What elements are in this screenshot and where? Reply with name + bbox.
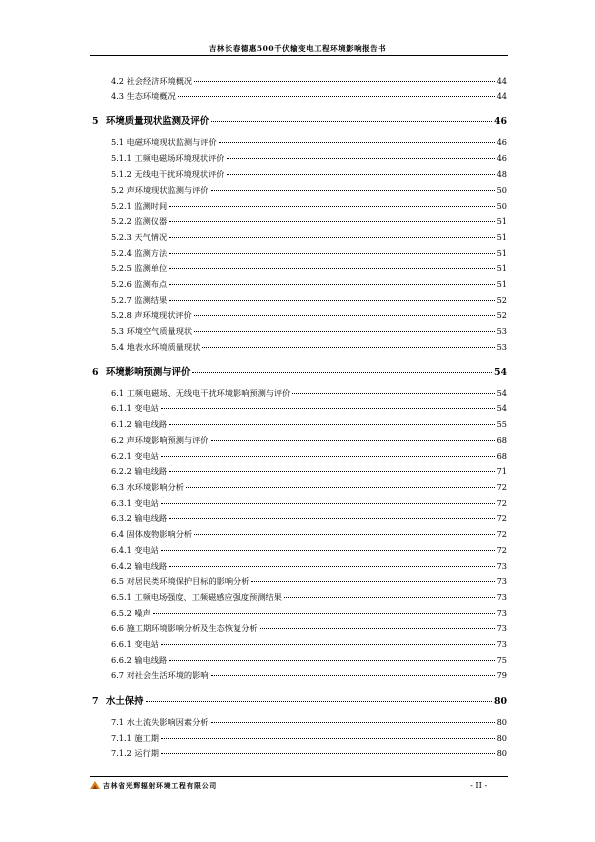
toc-section-entry[interactable] — [111, 232, 507, 243]
toc-section-entry[interactable] — [111, 279, 507, 290]
toc-entry-title: 6.1 工频电磁场、无线电干扰环境影响预测与评价 — [111, 388, 291, 398]
toc-page-number: 68 — [496, 451, 507, 461]
toc-entry-title: 6.6.2 输电线路 — [111, 655, 168, 665]
toc-page-number: 48 — [496, 169, 507, 179]
toc-entry-title: 5.2.8 声环境现状评价 — [111, 310, 192, 320]
toc-section-entry[interactable] — [111, 169, 507, 180]
toc-entry-title: 5.2 声环境现状监测与评价 — [111, 185, 209, 195]
toc-entry-title: 6.2 声环境影响预测与评价 — [111, 435, 209, 445]
toc-page-number: 44 — [496, 76, 507, 86]
toc-dot-leader — [194, 315, 495, 316]
toc-chapter-number: 7 — [92, 696, 99, 707]
toc-page-number: 54 — [496, 388, 507, 398]
toc-dot-leader — [194, 81, 494, 82]
toc-entry-title: 6.5 对居民类环境保护目标的影响分析 — [111, 576, 250, 586]
toc-entry-title: 5.1.2 无线电干扰环境现状评价 — [111, 169, 225, 179]
toc-dot-leader — [192, 372, 492, 373]
toc-entry-title: 4.2 社会经济环境概况 — [111, 76, 193, 86]
toc-entry-title: 6.1.1 变电站 — [111, 403, 159, 413]
toc-dot-leader — [153, 613, 495, 614]
toc-section-entry[interactable] — [111, 545, 507, 556]
toc-dot-leader — [284, 597, 495, 598]
toc-dot-leader — [169, 471, 494, 472]
toc-dot-leader — [161, 503, 495, 504]
toc-section-entry[interactable] — [111, 435, 507, 446]
toc-dot-leader — [161, 738, 495, 739]
toc-entry-title: 6.3.2 输电线路 — [111, 513, 168, 523]
toc-section-entry[interactable] — [111, 655, 507, 666]
toc-dot-leader — [211, 722, 495, 723]
toc-page-number: 46 — [493, 116, 507, 127]
toc-chapter-title: 环境质量现状监测及评价 — [106, 116, 210, 127]
toc-section-entry[interactable] — [111, 466, 507, 477]
toc-section-entry[interactable] — [111, 608, 507, 619]
toc-page-number: 52 — [496, 295, 507, 305]
toc-entry-title: 6.2.1 变电站 — [111, 451, 159, 461]
toc-section-entry[interactable] — [111, 482, 507, 493]
toc-dot-leader — [227, 174, 495, 175]
footer-page-number: - II - — [470, 780, 488, 790]
toc-section-entry[interactable] — [111, 201, 507, 212]
toc-section-entry[interactable] — [111, 403, 507, 414]
toc-section-entry[interactable] — [111, 91, 507, 102]
toc-section-entry[interactable] — [111, 388, 507, 399]
toc-dot-leader — [169, 300, 494, 301]
toc-section-entry[interactable] — [111, 263, 507, 274]
toc-entry-title: 6.4.1 变电站 — [111, 545, 159, 555]
toc-entry-title: 6.3 水环境影响分析 — [111, 482, 184, 492]
toc-page-number: 75 — [496, 655, 507, 665]
toc-page-number: 50 — [496, 185, 507, 195]
toc-page-number: 72 — [496, 482, 507, 492]
toc-entry-title: 5.2.6 监测布点 — [111, 279, 168, 289]
toc-page-number: 80 — [496, 748, 507, 758]
toc-section-entry[interactable] — [111, 513, 507, 524]
toc-page-number: 73 — [496, 608, 507, 618]
toc-dot-leader — [251, 581, 494, 582]
toc-section-entry[interactable] — [111, 498, 507, 509]
toc-section-entry[interactable] — [111, 137, 507, 148]
toc-entry-title: 6.5.2 噪声 — [111, 608, 151, 618]
toc-entry-title: 5.2.3 天气情况 — [111, 232, 168, 242]
toc-section-entry[interactable] — [111, 76, 507, 87]
toc-page-number: 46 — [496, 137, 507, 147]
toc-dot-leader — [169, 253, 494, 254]
toc-page-number: 71 — [496, 466, 507, 476]
toc-page-number: 80 — [496, 733, 507, 743]
toc-page-number: 80 — [496, 717, 507, 727]
footer-company-name: 吉林省光辉辐射环境工程有限公司 — [103, 782, 217, 790]
toc-dot-leader — [161, 753, 495, 754]
toc-section-entry[interactable] — [111, 623, 507, 634]
toc-section-entry[interactable] — [111, 310, 507, 321]
toc-page-number: 68 — [496, 435, 507, 445]
toc-entry-title: 5.2.1 监测时间 — [111, 201, 168, 211]
toc-entry-title: 6.5.1 工频电场强度、工频磁感应强度预测结果 — [111, 592, 282, 602]
toc-page-number: 72 — [496, 529, 507, 539]
toc-dot-leader — [169, 660, 494, 661]
footer-divider — [90, 776, 508, 777]
toc-chapter-title: 环境影响预测与评价 — [106, 367, 191, 378]
toc-page-number: 53 — [496, 342, 507, 352]
toc-section-entry[interactable] — [111, 733, 507, 744]
toc-dot-leader — [169, 237, 494, 238]
toc-page-number: 51 — [496, 263, 507, 273]
toc-page-number: 73 — [496, 561, 507, 571]
toc-dot-leader — [186, 487, 495, 488]
toc-page-number: 72 — [496, 513, 507, 523]
toc-page-number: 54 — [493, 367, 507, 378]
toc-section-entry[interactable] — [111, 670, 507, 681]
toc-page-number: 72 — [496, 545, 507, 555]
toc-entry-title — [92, 364, 190, 378]
toc-section-entry[interactable] — [111, 592, 507, 603]
toc-dot-leader — [161, 408, 495, 409]
toc-entry-title: 6.6.1 变电站 — [111, 639, 159, 649]
toc-section-entry[interactable] — [111, 451, 507, 462]
toc-entry-title — [92, 693, 144, 707]
header-divider — [90, 55, 508, 56]
toc-page-number: 73 — [496, 592, 507, 602]
toc-chapter-title: 水土保持 — [106, 696, 144, 707]
toc-entry-title: 6.2.2 输电线路 — [111, 466, 168, 476]
toc-entry-title: 6.3.1 变电站 — [111, 498, 159, 508]
toc-page-number: 44 — [496, 91, 507, 101]
toc-page-number: 72 — [496, 498, 507, 508]
toc-section-entry[interactable] — [111, 295, 507, 306]
toc-page-number: 73 — [496, 623, 507, 633]
toc-dot-leader — [169, 221, 494, 222]
toc-dot-leader — [169, 424, 494, 425]
toc-page-number: 51 — [496, 248, 507, 258]
toc-dot-leader — [161, 456, 495, 457]
toc-entry-title: 7.1.1 施工期 — [111, 733, 159, 743]
toc-section-entry[interactable] — [111, 576, 507, 587]
toc-page-number: 73 — [496, 576, 507, 586]
toc-dot-leader — [211, 440, 495, 441]
toc-entry-title: 6.6 施工期环境影响分析及生态恢复分析 — [111, 623, 258, 633]
toc-dot-leader — [194, 331, 494, 332]
toc-entry-title: 5.3 环境空气质量现状 — [111, 326, 193, 336]
toc-page-number: 52 — [496, 310, 507, 320]
toc-entry-title: 5.2.7 监测结果 — [111, 295, 168, 305]
toc-dot-leader — [219, 142, 495, 143]
toc-dot-leader — [178, 96, 495, 97]
toc-page-number: 80 — [493, 696, 507, 707]
toc-chapter-number: 6 — [92, 367, 99, 378]
toc-dot-leader — [161, 550, 495, 551]
toc-entry-title — [92, 113, 209, 127]
toc-dot-leader — [146, 701, 492, 702]
toc-entry-title: 5.2.4 监测方法 — [111, 248, 168, 258]
toc-dot-leader — [169, 566, 494, 567]
toc-section-entry[interactable] — [111, 248, 507, 259]
toc-section-entry[interactable] — [111, 326, 507, 337]
toc-page-number: 79 — [496, 670, 507, 680]
toc-section-entry[interactable] — [111, 419, 507, 430]
toc-page-number: 51 — [496, 279, 507, 289]
toc-entry-title: 7.1 水土流失影响因素分析 — [111, 717, 209, 727]
toc-dot-leader — [169, 284, 494, 285]
toc-page-number: 51 — [496, 216, 507, 226]
toc-dot-leader — [169, 268, 494, 269]
toc-section-entry[interactable] — [111, 185, 507, 196]
toc-dot-leader — [161, 644, 495, 645]
toc-section-entry[interactable] — [111, 529, 507, 540]
toc-chapter-number: 5 — [92, 116, 99, 127]
toc-dot-leader — [211, 121, 492, 122]
toc-section-entry[interactable] — [111, 561, 507, 572]
toc-entry-title: 6.4.2 输电线路 — [111, 561, 168, 571]
toc-page-number: 50 — [496, 201, 507, 211]
toc-page-number: 54 — [496, 403, 507, 413]
toc-entry-title: 6.4 固体废物影响分析 — [111, 529, 193, 539]
toc-dot-leader — [211, 190, 495, 191]
toc-page-number: 73 — [496, 639, 507, 649]
company-logo-icon — [89, 780, 101, 790]
toc-page-number: 46 — [496, 153, 507, 163]
toc-dot-leader — [227, 158, 495, 159]
toc-entry-title: 5.1 电磁环境现状监测与评价 — [111, 137, 217, 147]
toc-page-number: 55 — [496, 419, 507, 429]
toc-section-entry[interactable] — [111, 153, 507, 164]
toc-dot-leader — [169, 206, 494, 207]
toc-dot-leader — [194, 534, 494, 535]
toc-section-entry[interactable] — [111, 748, 507, 759]
toc-page-number: 51 — [496, 232, 507, 242]
toc-section-entry[interactable] — [111, 216, 507, 227]
toc-entry-title: 5.4 地表水环境质量现状 — [111, 342, 201, 352]
toc-entry-title: 6.7 对社会生活环境的影响 — [111, 670, 209, 680]
toc-entry-title: 5.2.5 监测单位 — [111, 263, 168, 273]
toc-dot-leader — [260, 628, 495, 629]
toc-section-entry[interactable] — [111, 717, 507, 728]
toc-dot-leader — [202, 347, 494, 348]
toc-dot-leader — [292, 393, 494, 394]
toc-entry-title: 6.1.2 输电线路 — [111, 419, 168, 429]
toc-chapter-entry[interactable] — [92, 364, 507, 378]
toc-entry-title: 4.3 生态环境概况 — [111, 91, 176, 101]
toc-entry-title: 5.1.1 工频电磁场环境现状评价 — [111, 153, 225, 163]
toc-entry-title: 7.1.2 运行期 — [111, 748, 159, 758]
toc-page-number: 53 — [496, 326, 507, 336]
toc-dot-leader — [211, 675, 495, 676]
toc-chapter-entry[interactable] — [92, 113, 507, 127]
toc-chapter-entry[interactable] — [92, 693, 507, 707]
toc-dot-leader — [169, 518, 494, 519]
toc-section-entry[interactable] — [111, 639, 507, 650]
toc-section-entry[interactable] — [111, 342, 507, 353]
page-header-title: 吉林长春德惠500千伏输变电工程环境影响报告书 — [208, 44, 387, 53]
toc-entry-title: 5.2.2 监测仪器 — [111, 216, 168, 226]
